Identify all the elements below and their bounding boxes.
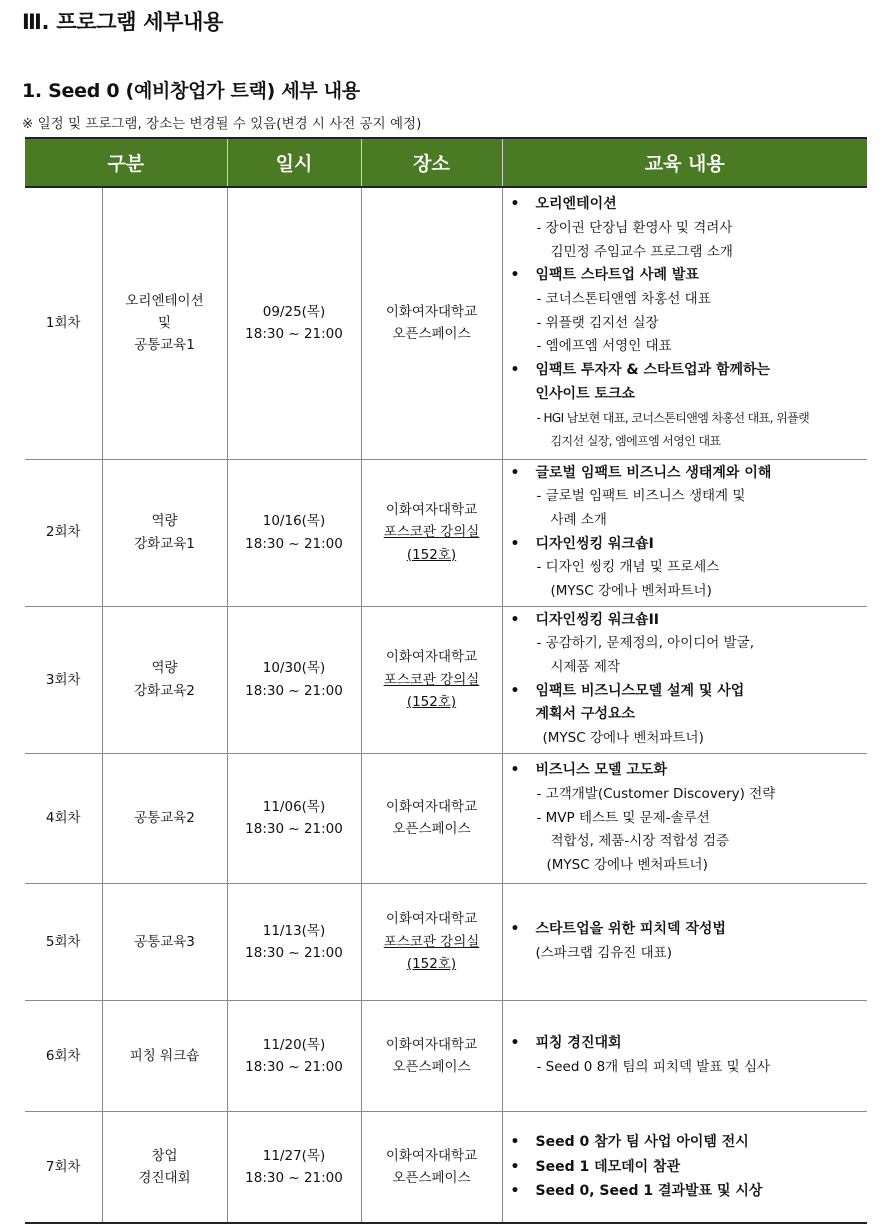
bullet-icon: • [510, 611, 520, 628]
table-row [25, 1111, 867, 1223]
item-title: 임팩트 투자자 & 스타트업과 함께하는 [535, 361, 771, 378]
bullet-icon: • [510, 196, 520, 213]
date-text: 11/06(목) [262, 799, 326, 816]
place-cell [361, 459, 502, 606]
place-line: 이화여자대학교 [385, 799, 478, 816]
item-title: 피칭 경진대회 [535, 1035, 622, 1052]
item-title: 스타트업을 위한 피치덱 작성법 [535, 921, 726, 938]
header-date: 일시 [227, 138, 361, 187]
item-detail: (스파크랩 김유진 대표) [535, 944, 672, 961]
item-title: 디자인씽킹 워크숍Ⅰ [535, 535, 654, 552]
place-line: 이화여자대학교 [385, 1036, 478, 1053]
course-line: 오리엔테이션 [125, 292, 204, 309]
course-line: 경진대회 [138, 1170, 191, 1187]
item-detail: 사례 소개 [550, 511, 607, 528]
time-text: 18:30 ~ 21:00 [245, 326, 343, 343]
content-item [511, 680, 864, 704]
date-cell [227, 606, 361, 753]
content-item [511, 533, 864, 557]
item-title: Seed 1 데모데이 참관 [535, 1158, 681, 1175]
item-detail: - HGI 남보현 대표, 코너스톤티앤엠 차홍선 대표, 위플랫 [536, 410, 810, 425]
item-title: 오리엔테이션 [535, 196, 617, 213]
content-item [511, 264, 864, 288]
date-text: 11/27(목) [262, 1147, 326, 1164]
place-line: 이화여자대학교 [385, 911, 478, 928]
content-item [511, 359, 864, 383]
table-row [25, 753, 867, 883]
session-cell: 6회차 [25, 1000, 102, 1111]
content-item [511, 1179, 864, 1204]
item-detail: - 엠에프엠 서영인 대표 [536, 338, 672, 355]
table-header-row [25, 138, 867, 187]
item-detail: 적합성, 제품-시장 적합성 검증 [550, 833, 730, 850]
item-title: Seed 0, Seed 1 결과발표 및 시상 [535, 1183, 763, 1200]
bullet-icon: • [510, 267, 520, 284]
content-item [511, 609, 864, 633]
place-line: 오픈스페이스 [392, 1170, 471, 1187]
content-cell [502, 753, 867, 883]
content-item [511, 1032, 864, 1056]
date-cell [227, 753, 361, 883]
place-cell [361, 1111, 502, 1223]
course-line: 역량 [151, 660, 178, 677]
table-row [25, 187, 867, 459]
bullet-icon: • [510, 1183, 520, 1200]
item-title: Seed 0 참가 팀 사업 아이템 전시 [535, 1134, 749, 1151]
place-line: 오픈스페이스 [392, 821, 471, 838]
item-title: 비즈니스 모델 고도화 [535, 762, 667, 779]
item-detail: - 디자인 씽킹 개념 및 프로세스 [536, 559, 720, 576]
item-title-cont: 인사이트 토크쇼 [535, 385, 636, 402]
table-row [25, 459, 867, 606]
place-line: 포스코관 강의실 [383, 524, 480, 541]
place-cell [361, 753, 502, 883]
course-line: 강화교육1 [134, 535, 195, 552]
course-cell [102, 459, 227, 606]
session-cell: 1회차 [25, 187, 102, 459]
place-cell [361, 1000, 502, 1111]
item-detail: (MYSC 강에나 벤처파트너) [542, 730, 704, 747]
item-detail: (MYSC 강에나 벤처파트너) [550, 582, 712, 599]
subsection-title: 1. Seed 0 (예비창업가 트랙) 세부 내용 [22, 80, 360, 102]
place-line: 이화여자대학교 [385, 303, 478, 320]
header-category: 구분 [25, 138, 227, 187]
date-text: 10/30(목) [262, 660, 326, 677]
content-item [511, 918, 864, 942]
bullet-icon: • [510, 1158, 520, 1175]
place-line: 포스코관 강의실 [383, 933, 480, 950]
course-line: 강화교육2 [134, 682, 195, 699]
course-cell [102, 1111, 227, 1223]
date-cell [227, 1111, 361, 1223]
item-detail: - 장이권 단장님 환영사 및 격려사 [536, 220, 733, 236]
place-line: (152호) [406, 693, 457, 710]
section-title: Ⅲ. 프로그램 세부내용 [22, 10, 224, 34]
course-cell [102, 1000, 227, 1111]
table-row [25, 606, 867, 753]
bullet-icon: • [510, 921, 520, 938]
content-cell [502, 606, 867, 753]
place-line: 이화여자대학교 [385, 1147, 478, 1164]
bullet-icon: • [510, 464, 520, 481]
place-line: (152호) [406, 546, 457, 563]
course-line: 공통교육3 [134, 933, 195, 950]
time-text: 18:30 ~ 21:00 [245, 821, 343, 838]
session-cell: 5회차 [25, 883, 102, 1000]
place-line: 오픈스페이스 [392, 1058, 471, 1075]
course-line: 역량 [151, 513, 178, 530]
date-cell [227, 187, 361, 459]
course-line: 공통교육1 [134, 337, 195, 354]
item-detail: 김지선 실장, 엠에프엠 서영인 대표 [550, 433, 721, 448]
time-text: 18:30 ~ 21:00 [245, 682, 343, 699]
place-cell [361, 883, 502, 1000]
header-content: 교육 내용 [502, 138, 867, 187]
session-cell: 2회차 [25, 459, 102, 606]
course-cell [102, 606, 227, 753]
bullet-icon: • [510, 535, 520, 552]
item-title: 글로벌 임팩트 비즈니스 생태계와 이해 [535, 464, 772, 481]
bullet-icon: • [510, 1134, 520, 1151]
table-row [25, 883, 867, 1000]
place-line: 이화여자대학교 [385, 502, 478, 519]
course-line: 피칭 워크숍 [129, 1047, 200, 1064]
place-line: 이화여자대학교 [385, 649, 478, 666]
content-item [511, 1155, 864, 1180]
time-text: 18:30 ~ 21:00 [245, 1170, 343, 1187]
item-detail: - 글로벌 임팩트 비즈니스 생태계 및 [536, 488, 746, 505]
content-item [511, 193, 864, 217]
item-detail: 김민정 주임교수 프로그램 소개 [550, 243, 733, 260]
bullet-icon: • [510, 682, 520, 699]
session-cell: 7회차 [25, 1111, 102, 1223]
item-title: 임팩트 스타트업 사례 발표 [535, 267, 699, 284]
item-detail: (MYSC 강에나 벤처파트너) [546, 856, 708, 873]
course-line: 및 [157, 315, 172, 332]
place-line: 포스코관 강의실 [383, 671, 480, 688]
date-cell [227, 459, 361, 606]
content-cell [502, 1000, 867, 1111]
date-text: 11/20(목) [262, 1036, 326, 1053]
item-title-cont: 계획서 구성요소 [535, 706, 636, 723]
time-text: 18:30 ~ 21:00 [245, 535, 343, 552]
item-detail: - MVP 테스트 및 문제-솔루션 [536, 809, 710, 826]
session-cell: 3회차 [25, 606, 102, 753]
item-detail: - Seed 0 8개 팀의 피치덱 발표 및 심사 [536, 1058, 771, 1075]
date-cell [227, 883, 361, 1000]
item-detail: - 위플랫 김지선 실장 [536, 314, 659, 331]
place-line: 오픈스페이스 [392, 326, 471, 343]
bullet-icon: • [510, 762, 520, 779]
header-location: 장소 [361, 138, 502, 187]
item-title: 임팩트 비즈니스모델 설계 및 사업 [535, 682, 745, 699]
content-item [511, 462, 864, 486]
place-cell [361, 606, 502, 753]
content-cell [502, 883, 867, 1000]
content-cell [502, 459, 867, 606]
item-title: 디자인씽킹 워크숍ⅠⅠ [535, 611, 659, 628]
program-schedule-table [25, 137, 867, 1224]
course-cell [102, 753, 227, 883]
session-cell: 4회차 [25, 753, 102, 883]
content-item [511, 1130, 864, 1155]
place-line: (152호) [406, 955, 457, 972]
item-detail: - 코너스톤티앤엠 차홍선 대표 [536, 291, 711, 308]
date-cell [227, 1000, 361, 1111]
time-text: 18:30 ~ 21:00 [245, 944, 343, 961]
schedule-notice: ※ 일정 및 프로그램, 장소는 변경될 수 있음(변경 시 사전 공지 예정) [22, 116, 422, 132]
course-line: 공통교육2 [134, 810, 195, 827]
date-text: 09/25(목) [262, 303, 326, 320]
date-text: 11/13(목) [262, 922, 326, 939]
item-detail: - 고객개발(Customer Discovery) 전략 [536, 786, 776, 802]
date-text: 10/16(목) [262, 513, 326, 530]
course-cell [102, 187, 227, 459]
bullet-icon: • [510, 1035, 520, 1052]
item-detail: 시제품 제작 [550, 659, 620, 676]
course-cell [102, 883, 227, 1000]
content-cell [502, 187, 867, 459]
course-line: 창업 [151, 1147, 178, 1164]
item-detail: - 공감하기, 문제정의, 아이디어 발굴, [536, 635, 754, 652]
table-row [25, 1000, 867, 1111]
bullet-icon: • [510, 361, 520, 378]
content-cell [502, 1111, 867, 1223]
place-cell [361, 187, 502, 459]
time-text: 18:30 ~ 21:00 [245, 1058, 343, 1075]
content-item [511, 759, 864, 783]
